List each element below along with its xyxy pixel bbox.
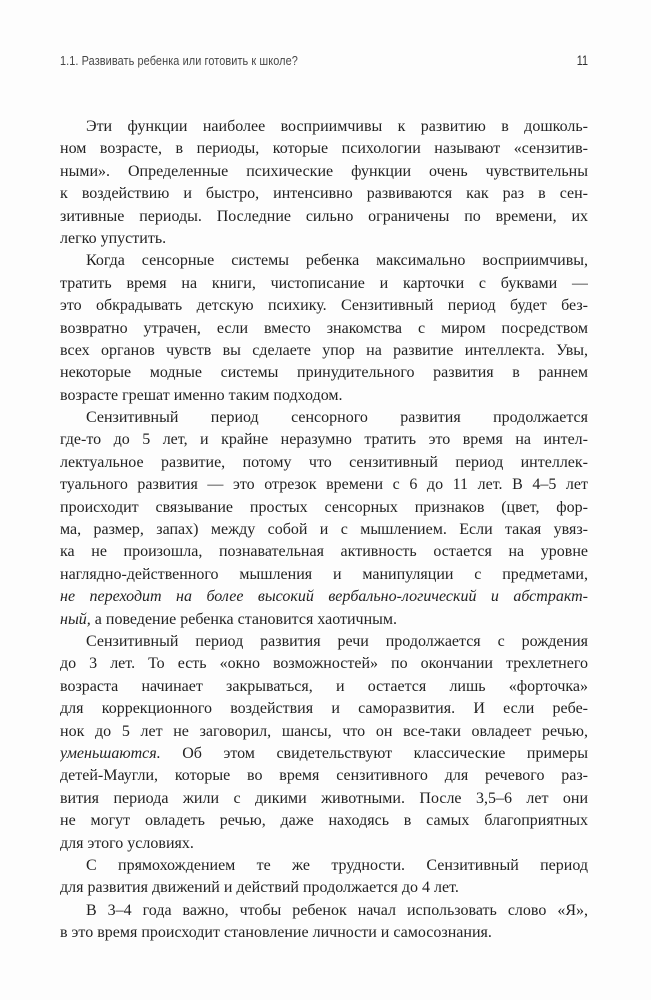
italic-text-run: ный, [60,610,91,628]
paragraph [60,900,588,945]
text-run: это обкрадывать детскую психику. Сензитивный период будет без- [60,297,588,315]
text-line [60,810,588,832]
text-line [60,385,588,407]
text-line [60,586,588,608]
paragraph [60,407,588,631]
text-line [60,295,588,317]
text-run: Сензитивный период развития речи продолжается с рождения [86,632,588,650]
text-run: где-то до 5 лет, и крайне неразумно тратить это время на интел- [60,431,588,449]
text-run: для коррекционного воздействия и саморазвития. И если ребе- [60,700,588,718]
text-run: зитивные периоды. Последние сильно ограничены по времени, их [60,207,588,225]
text-line [60,877,588,899]
text-run: всех органов чувств вы сделаете упор на развитие интеллекта. Увы, [60,341,588,359]
text-line [60,519,588,541]
text-line [60,407,588,429]
text-line [60,609,588,631]
text-run: В 3–4 года важно, чтобы ребенок начал использовать слово «Я», [86,901,588,919]
text-line [60,497,588,519]
text-line [60,206,588,228]
text-run: в это время происходит становление личности и самосознания. [60,924,492,942]
text-run: ными». Определенные психические функции очень чувствительны [60,162,588,180]
text-run: до 3 лет. То есть «окно возможностей» по окончании трехлетнего [60,655,588,673]
paragraph [60,855,588,900]
text-line [60,564,588,586]
text-line [60,273,588,295]
text-run: туального развития — это отрезок времени с 6 до 11 лет. В 4–5 лет [60,476,588,494]
text-run: не могут овладеть речью, даже находясь в самых благоприятных [60,812,588,830]
text-line [60,743,588,765]
running-title: 1.1. Развивать ребенка или готовить к школе? [60,53,298,68]
text-line [60,698,588,720]
text-line [60,900,588,922]
page-header [60,53,588,68]
text-run: возрасте грешат именно таким подходом. [60,386,343,404]
text-line [60,653,588,675]
text-line [60,183,588,205]
text-run: лектуальное развитие, потому что сензитивный период интеллек- [60,453,588,471]
text-run: детей-Маугли, которые во время сензитивного для речевого раз- [60,767,588,785]
text-run: к воздействию и быстро, интенсивно развиваются как раз в сен- [60,185,588,203]
page-number: 11 [576,53,588,68]
text-line [60,631,588,653]
text-run: возраста начинает закрываться, и остается лишь «форточка» [60,677,588,695]
text-line [60,855,588,877]
text-run: происходит связывание простых сенсорных признаков (цвет, фор- [60,498,588,516]
text-run: наглядно-действенного мышления и манипуляции с предметами, [60,565,588,583]
text-line [60,116,588,138]
text-run: Эти функции наиболее восприимчивы к развитию в дошколь- [86,118,588,135]
text-run: а поведение ребенка становится хаотичным. [90,610,398,628]
text-run: Об этом свидетельствуют классические примеры [160,744,588,762]
text-run: Когда сенсорные системы ребенка максимально восприимчивы, [86,252,588,270]
text-run: легко упустить. [60,229,167,247]
text-run: нок до 5 лет не заговорил, шансы, что он все-таки овладеет речью, [60,722,588,740]
text-run: ма, размер, запах) между собой и с мышлением. Если такая увяз- [60,521,588,539]
text-line [60,340,588,362]
text-run: для развития движений и действий продолжается до 4 лет. [60,879,459,897]
text-run: тратить время на книги, чистописание и карточки с буквами — [60,274,588,292]
paragraph [60,116,588,250]
text-line [60,228,588,250]
text-line [60,541,588,563]
text-line [60,250,588,272]
paragraph [60,631,588,855]
text-run: ном возрасте, в периоды, которые психологии называют «сензитив- [60,140,588,158]
text-line [60,765,588,787]
paragraph [60,250,588,407]
text-line [60,161,588,183]
text-line [60,833,588,855]
text-line [60,452,588,474]
text-line [60,922,588,944]
text-run: некоторые модные системы принудительного развития в раннем [60,364,588,382]
text-line [60,429,588,451]
text-run: возвратно утрачен, если вместо знакомства с миром посредством [60,319,588,337]
text-run: для этого условиях. [60,834,194,852]
italic-text-run: не переходит на более высокий вербально-логический и абстракт- [60,588,588,606]
text-line [60,362,588,384]
text-run: С прямохождением те же трудности. Сензитивный период [86,856,588,874]
text-line [60,138,588,160]
text-line [60,676,588,698]
text-run: ка не произошла, познавательная активность остается на уровне [60,543,588,561]
text-line [60,318,588,340]
text-run: Сензитивный период сенсорного развития продолжается [86,409,588,427]
page-body [60,116,588,944]
text-line [60,788,588,810]
text-line [60,721,588,743]
italic-text-run: уменьшаются. [60,744,161,762]
text-line [60,474,588,496]
text-run: вития периода жили с дикими животными. После 3,5–6 лет они [60,789,588,807]
